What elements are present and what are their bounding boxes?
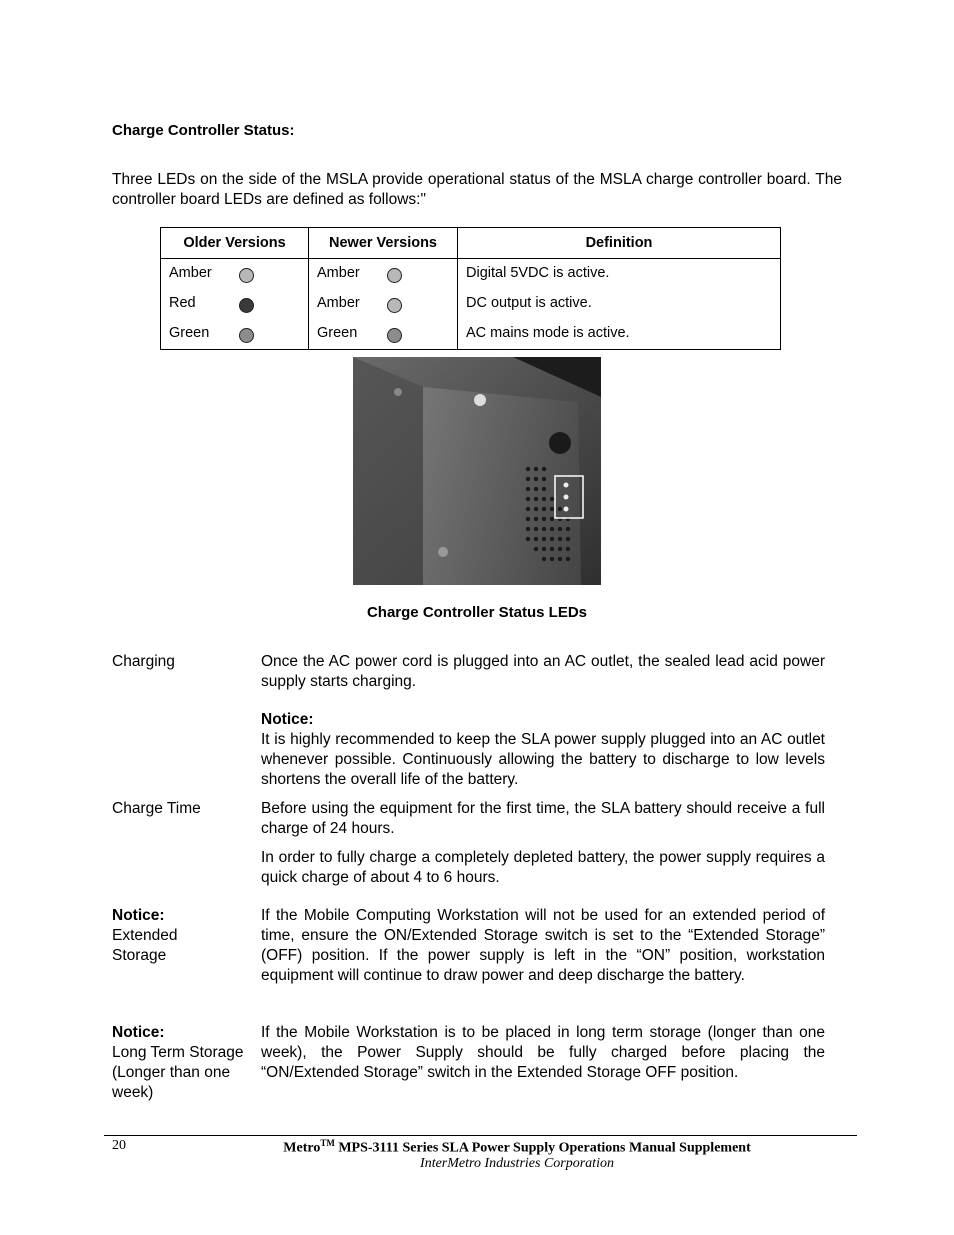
table-row xyxy=(161,259,781,290)
led-amber-icon xyxy=(387,298,402,313)
newer-led-name: Amber xyxy=(317,295,360,311)
footer-title xyxy=(200,1138,834,1157)
desc-extended-storage: If the Mobile Computing Workstation will not be used for an extended period of time, ensure the ON/Extended Storage switch is set to the “Extended Storage” (OFF) position. If the power supply is left in the “ON” position, workstation equipment will continue to draw power and deep discharge the battery. xyxy=(261,907,825,984)
term-long-term-storage: Long Term Storage (Longer than one week) xyxy=(112,1044,244,1101)
footer-divider xyxy=(104,1135,857,1136)
newer-led-name: Green xyxy=(317,325,358,341)
intro-paragraph: Three LEDs on the side of the MSLA provide operational status of the MSLA charge controller board. The controller board LEDs are defined as follows:" xyxy=(112,171,842,208)
table-row xyxy=(161,289,781,319)
led-definition: DC output is active. xyxy=(466,295,592,311)
photo-illustration xyxy=(353,357,601,585)
led-table xyxy=(160,227,781,350)
term-extended-storage: Extended Storage xyxy=(112,927,178,964)
footer-company: InterMetro Industries Corporation xyxy=(420,1156,614,1171)
led-green-icon xyxy=(387,328,402,343)
figure-caption: Charge Controller Status LEDs xyxy=(366,604,588,621)
desc-charging: Once the AC power cord is plugged into an AC outlet, the sealed lead acid power supply starts charging. xyxy=(261,653,825,690)
led-amber-icon xyxy=(239,268,254,283)
footer-title-suffix: MPS-3111 Series SLA Power Supply Operations Manual Supplement xyxy=(334,1140,751,1156)
notice-label: Notice: xyxy=(261,711,314,728)
older-led-name: Amber xyxy=(169,265,212,281)
header-newer-versions: Newer Versions xyxy=(309,228,458,259)
charge-controller-photo xyxy=(353,357,601,585)
notice-keep-plugged: It is highly recommended to keep the SLA power supply plugged into an AC outlet whenever possible. Continuously allowing the battery to discharge to low levels shortens the overall life of the battery. xyxy=(261,731,825,788)
header-older-versions: Older Versions xyxy=(161,228,309,259)
led-amber-icon xyxy=(387,268,402,283)
trademark-mark: TM xyxy=(320,1138,335,1148)
table-row xyxy=(161,319,781,350)
older-led-name: Red xyxy=(169,295,196,311)
desc-charge-time: Before using the equipment for the first time, the SLA battery should receive a full charge of 24 hours. xyxy=(261,800,825,837)
newer-led-name: Amber xyxy=(317,265,360,281)
older-led-name: Green xyxy=(169,325,210,341)
led-green-icon xyxy=(239,328,254,343)
term-charging: Charging xyxy=(112,653,175,670)
led-definition: Digital 5VDC is active. xyxy=(466,265,610,281)
led-red-icon xyxy=(239,298,254,313)
desc-long-term-storage: If the Mobile Workstation is to be placed in long term storage (longer than one week), the Power Supply should be fully charged before placing the “ON/Extended Storage” switch in the Extended Storage OFF position. xyxy=(261,1024,825,1081)
page-number: 20 xyxy=(112,1138,126,1153)
led-definition: AC mains mode is active. xyxy=(466,325,630,341)
desc-charge-time-quick: In order to fully charge a completely depleted battery, the power supply requires a quick charge of about 4 to 6 hours. xyxy=(261,849,825,886)
footer-title-prefix: Metro xyxy=(283,1140,321,1156)
header-definition: Definition xyxy=(458,228,781,259)
section-title: Charge Controller Status: xyxy=(112,122,295,139)
notice-label: Notice: xyxy=(112,907,165,924)
notice-label: Notice: xyxy=(112,1024,165,1041)
term-charge-time: Charge Time xyxy=(112,800,201,817)
